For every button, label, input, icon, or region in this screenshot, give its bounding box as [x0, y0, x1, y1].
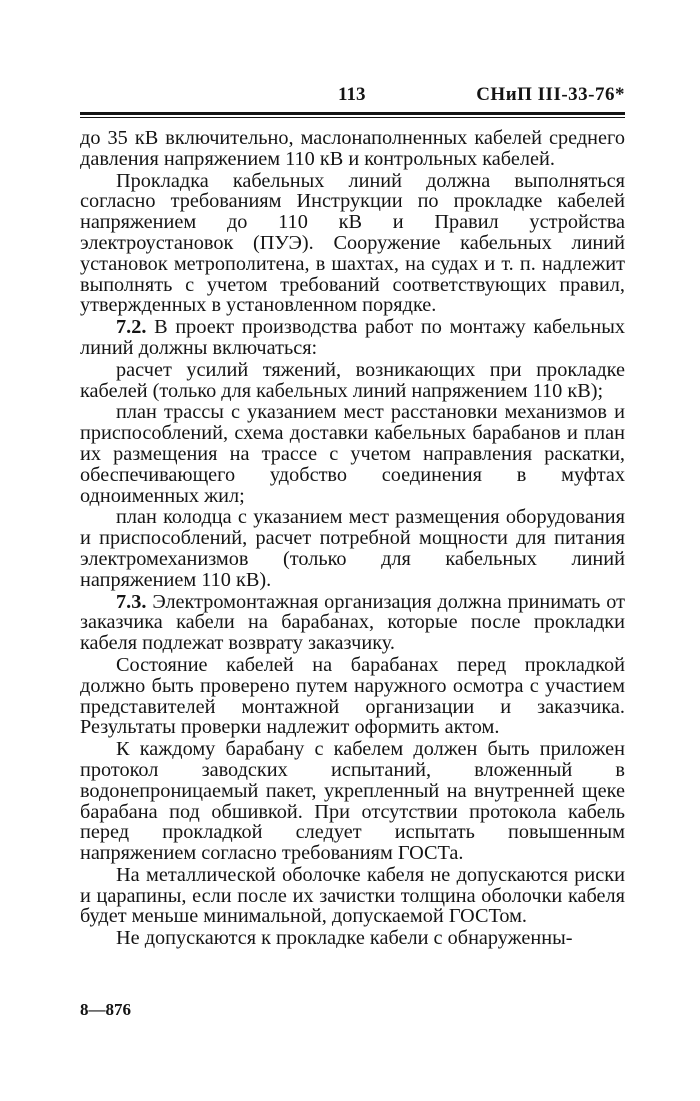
page-number: 113: [338, 84, 366, 105]
paragraph: [80, 507, 625, 590]
paragraph-text: К каждому барабану с кабелем должен быть приложен протокол заводских испытаний, вложенный в водонепроницаемый пакет, укрепленный на внутренней щеке барабана под обшивкой. При отсутствии протокола кабель перед прокладкой следует испытать повышенным напряжением согласно требованиям ГОСТа.: [80, 738, 625, 865]
paragraph: [80, 128, 625, 170]
page-header: [80, 84, 625, 110]
paragraph: [80, 402, 625, 506]
paragraph-text: Состояние кабелей на барабанах перед прокладкой должно быть проверено путем наружного осмотра с участием представителей монтажной организации и заказчика. Результаты проверки надлежит оформить актом.: [80, 653, 625, 739]
header-rule-thin: [80, 117, 625, 118]
paragraph-text: Электромонтажная организация должна принимать от заказчика кабели на барабанах, которые после прокладки кабеля подлежат возврату заказчику.: [80, 590, 625, 655]
paragraph: [80, 928, 625, 949]
paragraph: [80, 360, 625, 402]
paragraph: [80, 655, 625, 738]
body-text: [80, 128, 625, 949]
paragraph: [80, 317, 625, 359]
document-code: СНиП III-33-76*: [476, 84, 625, 105]
paragraph-text: На металлической оболочке кабеля не допускаются риски и царапины, если после их зачистки толщина оболочки кабеля будет меньше минимальной, допускаемой ГОСТом.: [80, 863, 625, 928]
header-rule-thick: [80, 112, 625, 115]
paragraph: [80, 739, 625, 864]
paragraph-text: до 35 кВ включительно, маслонаполненных кабелей среднего давления напряжением 110 кВ и контрольных кабелей.: [80, 127, 625, 170]
signature-mark: 8—876: [80, 1000, 131, 1019]
paragraph: [80, 592, 625, 654]
paragraph: [80, 171, 625, 317]
paragraph-text: Прокладка кабельных линий должна выполняться согласно требованиям Инструкции по прокладке кабелей напряжением до 110 кВ и Правил устройства электроустановок (ПУЭ). Сооружение кабельных линий установок метрополитена, в шахтах, на судах и т. п. надлежит выполнять с учетом требований соответствующих правил, утвержденных в установленном порядке.: [80, 169, 625, 317]
section-number: 7.3.: [116, 590, 147, 613]
paragraph-text: план колодца с указанием мест размещения оборудования и приспособлений, расчет потребной мощности для питания электромеханизмов (только для кабельных линий напряжением 110 кВ).: [80, 506, 625, 591]
paragraph-text: расчет усилий тяжений, возникающих при прокладке кабелей (только для кабельных линий напряжением 110 кВ);: [80, 358, 625, 402]
paragraph-text: план трассы с указанием мест расстановки механизмов и приспособлений, схема доставки кабельных барабанов и план их размещения на трассе с учетом направления раскатки, обеспечивающего удобство соединения в муфтах одноименных жил;: [80, 401, 625, 507]
paragraph-text: В проект производства работ по монтажу кабельных линий должны включаться:: [80, 316, 625, 359]
paragraph: [80, 865, 625, 927]
document-page: [80, 84, 625, 949]
section-number: 7.2.: [116, 316, 147, 339]
paragraph-text: Не допускаются к прокладке кабели с обнаруженны-: [116, 927, 573, 950]
